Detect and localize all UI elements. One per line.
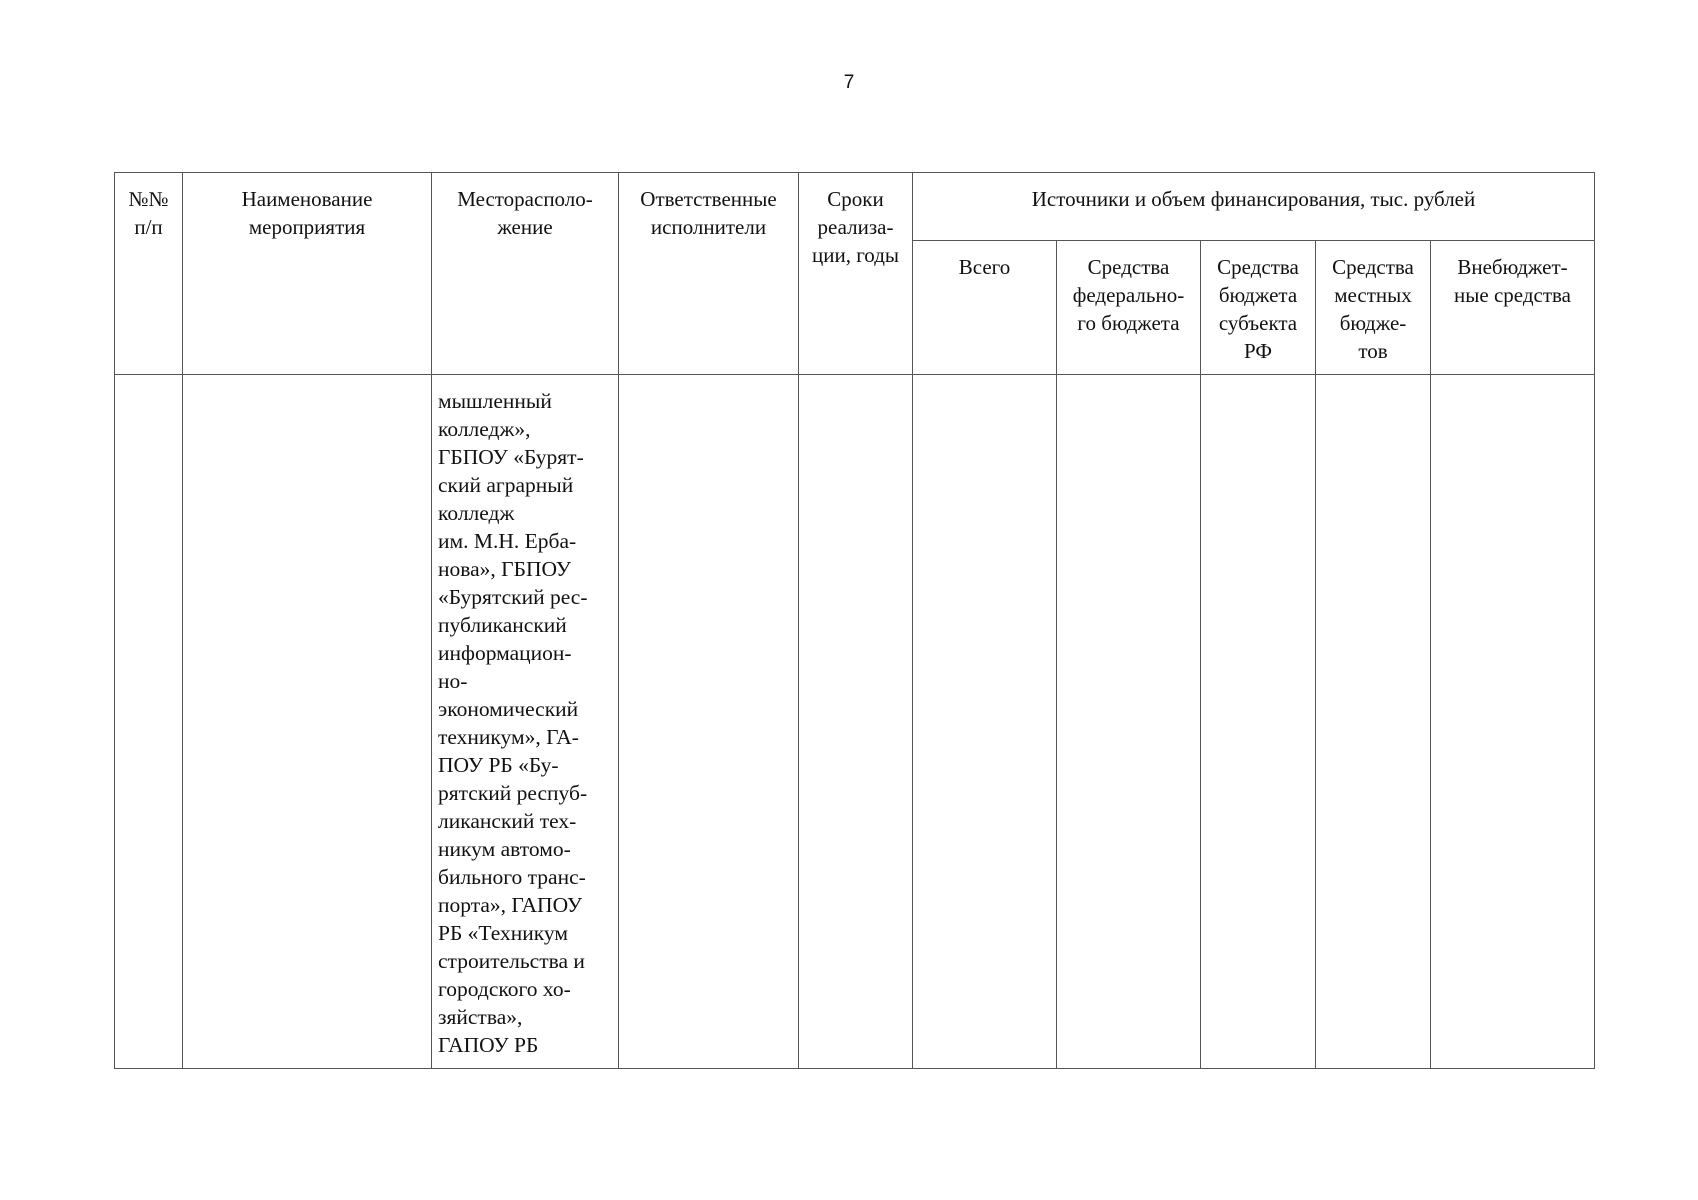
header-subject: Средства бюджета субъекта РФ xyxy=(1201,241,1316,375)
location-line: городского хо- xyxy=(438,977,571,1001)
cell-name xyxy=(183,375,432,1069)
location-line: РБ «Техникум xyxy=(438,921,568,945)
location-line: экономический xyxy=(438,697,579,721)
cell-subject xyxy=(1201,375,1316,1069)
cell-responsible xyxy=(619,375,799,1069)
header-local: Средства местных бюдже- тов xyxy=(1316,241,1431,375)
location-line: техникум», ГА- xyxy=(438,725,579,749)
location-line: ГАПОУ РБ xyxy=(438,1033,539,1057)
location-line: ГБПОУ «Бурят- xyxy=(438,445,584,469)
location-line: но- xyxy=(438,669,468,693)
header-financing: Источники и объем финансирования, тыс. рублей xyxy=(913,173,1595,241)
location-line: нова», ГБПОУ xyxy=(438,557,572,581)
location-line: информацион- xyxy=(438,641,572,665)
page-number: 7 xyxy=(843,72,855,93)
location-text xyxy=(438,387,614,1059)
header-location: Месторасполо- жение xyxy=(432,173,619,375)
location-line: строительства и xyxy=(438,949,585,973)
table-row xyxy=(115,375,1595,1069)
location-line: публиканский xyxy=(438,613,567,637)
financing-table xyxy=(114,172,1595,1069)
location-line: ликанский тех- xyxy=(438,809,577,833)
header-row-1 xyxy=(115,173,1595,241)
location-line: колледж xyxy=(438,501,515,525)
header-total: Всего xyxy=(913,241,1057,375)
cell-total xyxy=(913,375,1057,1069)
location-line: колледж», xyxy=(438,417,531,441)
cell-federal xyxy=(1057,375,1201,1069)
location-line: «Бурятский рес- xyxy=(438,585,588,609)
location-line: зяйства», xyxy=(438,1005,523,1029)
header-num: №№ п/п xyxy=(115,173,183,375)
header-responsible: Ответственные исполнители xyxy=(619,173,799,375)
cell-terms xyxy=(799,375,913,1069)
header-name: Наименование мероприятия xyxy=(183,173,432,375)
location-line: бильного транс- xyxy=(438,865,586,889)
location-line: ский аграрный xyxy=(438,473,574,497)
header-extra: Внебюджет- ные средства xyxy=(1431,241,1595,375)
location-line: никум автомо- xyxy=(438,837,571,861)
header-terms: Сроки реализа- ции, годы xyxy=(799,173,913,375)
location-line: мышленный xyxy=(438,389,552,413)
cell-location xyxy=(432,375,619,1069)
location-line: рятский респуб- xyxy=(438,781,588,805)
location-line: ПОУ РБ «Бу- xyxy=(438,753,559,777)
header-federal: Средства федерально- го бюджета xyxy=(1057,241,1201,375)
location-line: им. М.Н. Ерба- xyxy=(438,529,577,553)
cell-num xyxy=(115,375,183,1069)
cell-extra xyxy=(1431,375,1595,1069)
financing-table-container xyxy=(114,172,1594,1069)
location-line: порта», ГАПОУ xyxy=(438,893,583,917)
cell-local xyxy=(1316,375,1431,1069)
